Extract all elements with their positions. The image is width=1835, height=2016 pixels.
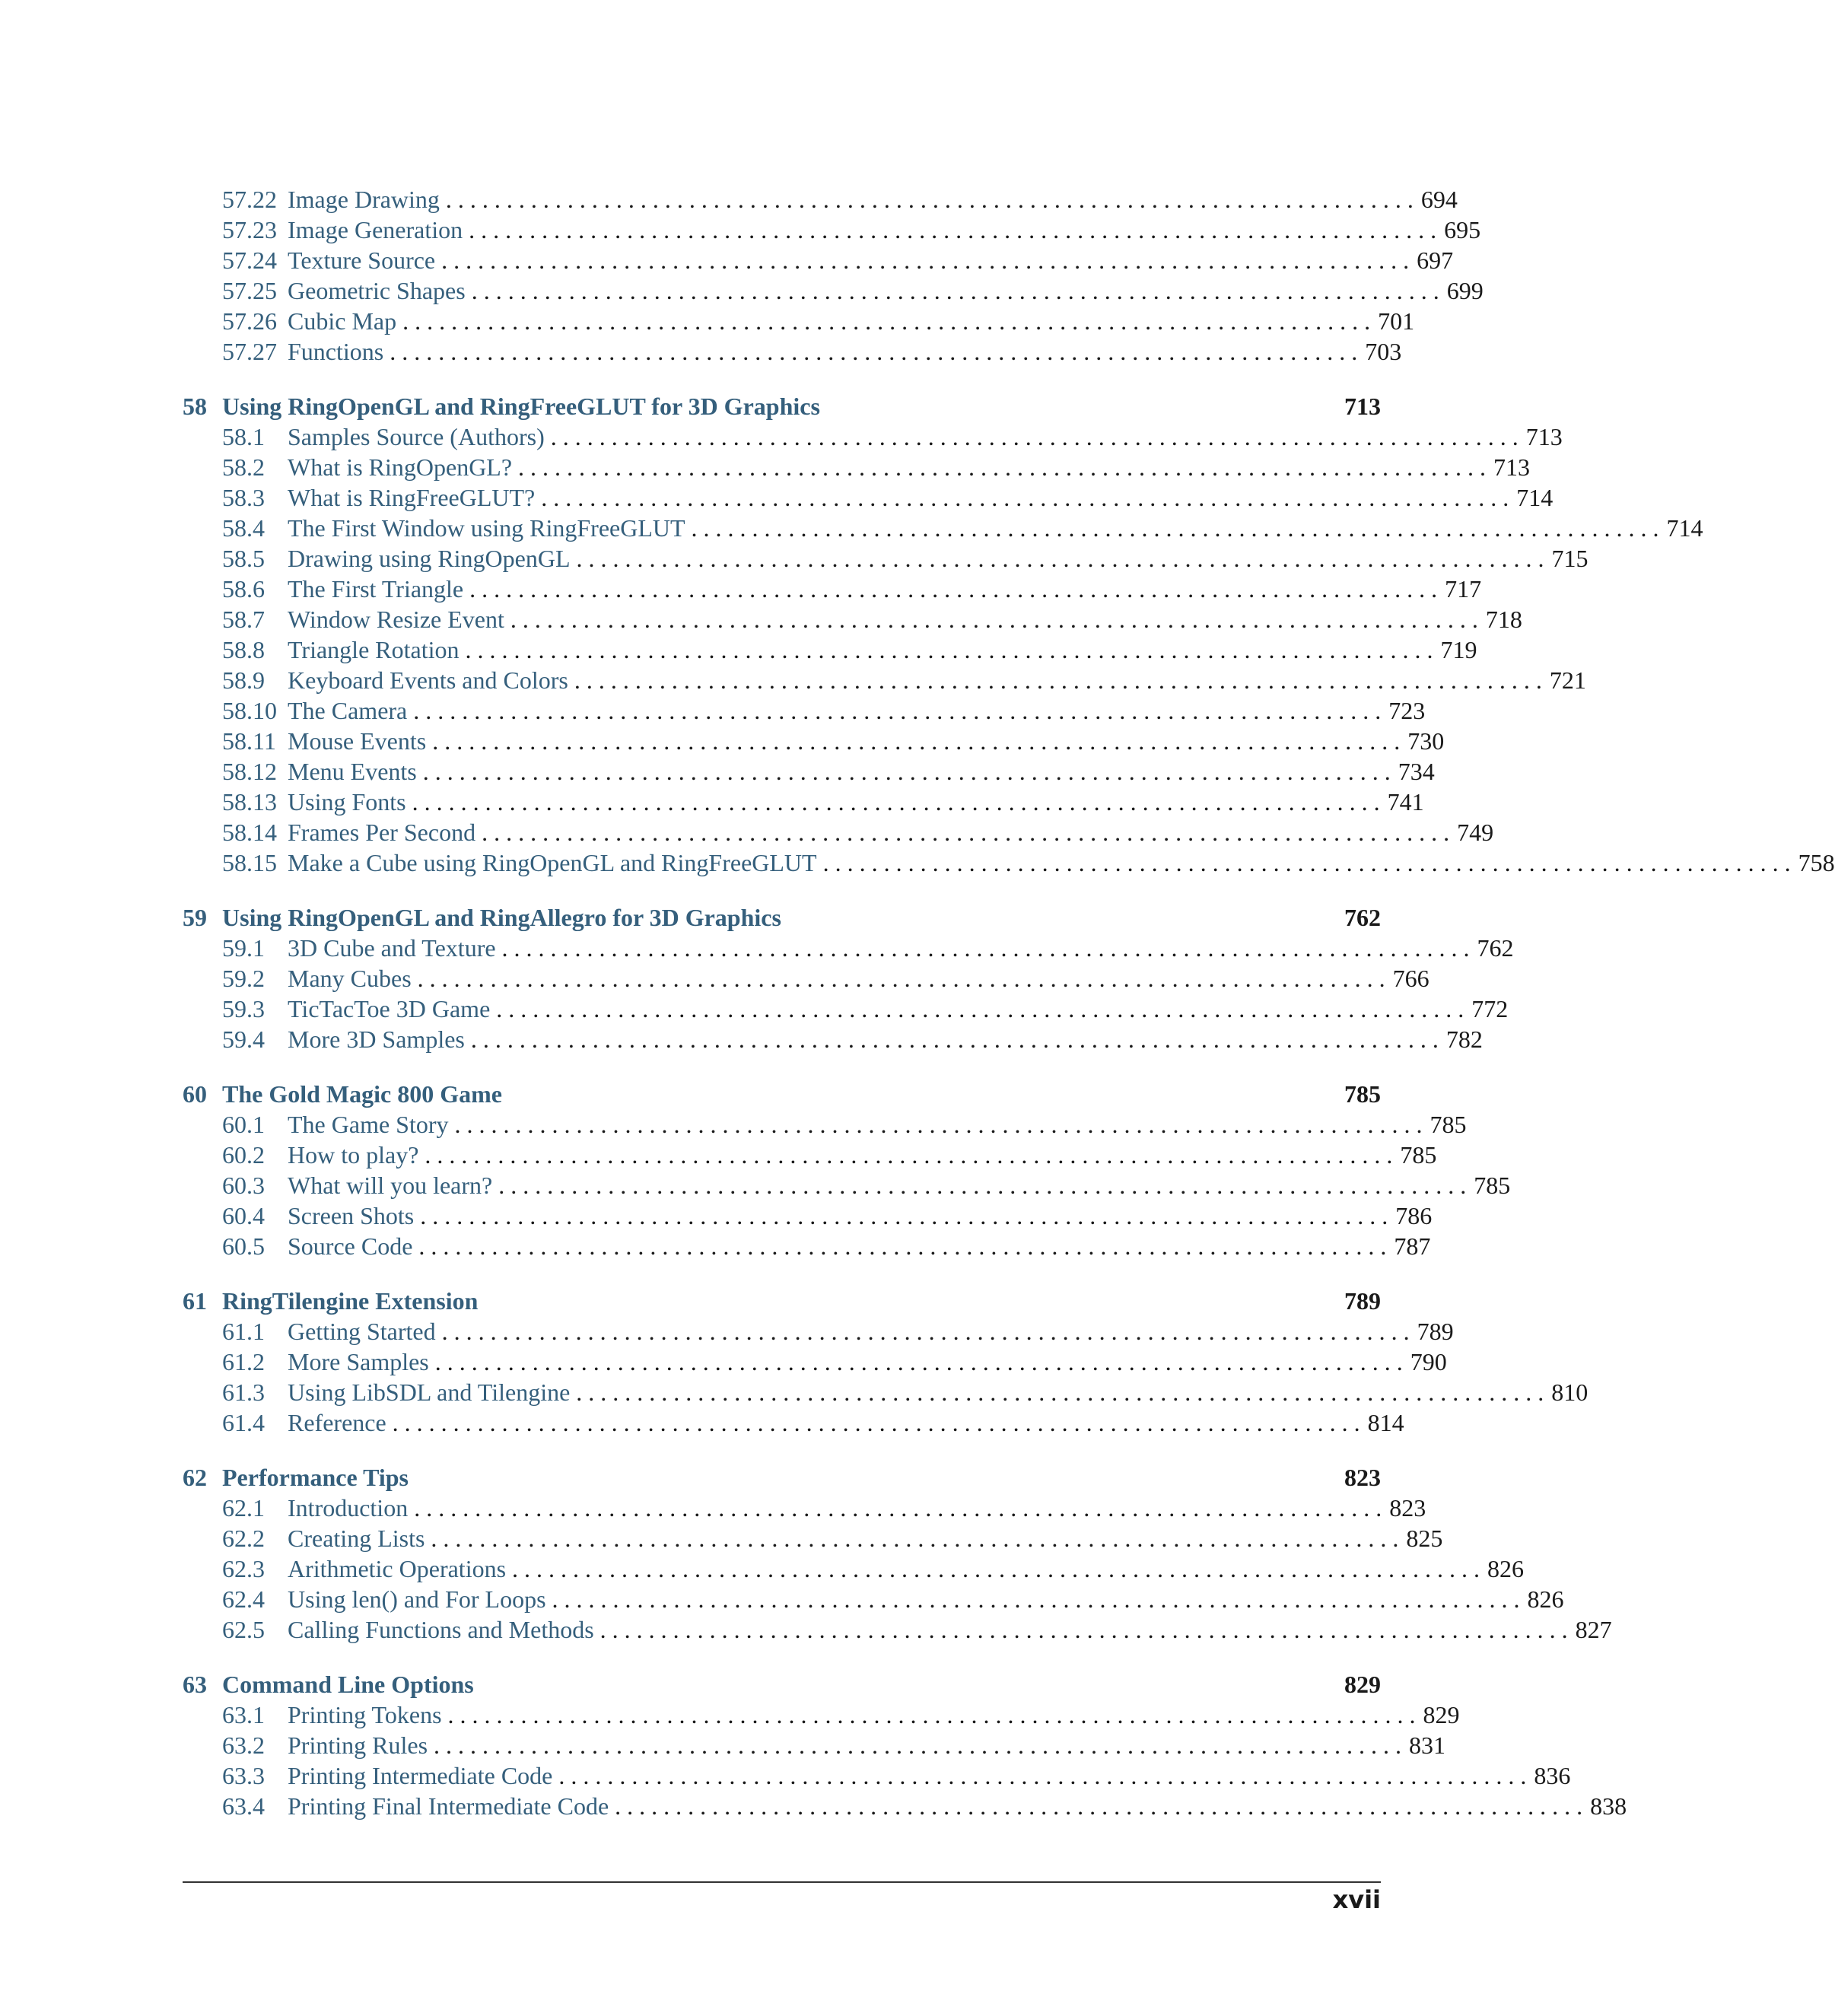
chapter-block: [183, 391, 1835, 878]
page-number: 810: [1551, 1378, 1589, 1406]
toc-entry[interactable]: [183, 452, 1531, 482]
toc-entry[interactable]: [183, 1316, 1454, 1347]
section-number: 60.5: [222, 1232, 265, 1260]
page-number: 789: [1417, 1318, 1454, 1345]
chapter-block: [183, 902, 1514, 1054]
section-title-link[interactable]: Printing Tokens: [288, 1701, 442, 1728]
section-title-link[interactable]: Introduction: [288, 1494, 409, 1522]
dot-leader: . . . . . . . . . . . . . . . . . . . . . . . . . . . . . . . . . . . . . . . . . . . . . . . . . . . . . . . . . . . . . . . . . . . . . . . . . . . . . . . .: [496, 995, 1465, 1022]
chapter-page-number: 823: [1344, 1464, 1381, 1491]
section-title-link[interactable]: 3D Cube and Texture: [288, 934, 496, 962]
section-title-link[interactable]: The First Window using RingFreeGLUT: [288, 514, 685, 542]
chapter-title-link[interactable]: Using RingOpenGL and RingFreeGLUT for 3D Graphics: [222, 393, 820, 420]
footer-divider: [183, 1881, 1381, 1883]
toc-entry[interactable]: [183, 306, 1415, 336]
page-number: 734: [1398, 758, 1435, 785]
section-title-link[interactable]: Menu Events: [288, 758, 417, 785]
section-number: 57.26: [222, 307, 277, 335]
toc-entry[interactable]: [183, 184, 1458, 215]
toc-entry[interactable]: [183, 336, 1402, 367]
section-title-link[interactable]: Image Drawing: [288, 186, 440, 213]
toc-entry[interactable]: [183, 665, 1586, 695]
section-title-link[interactable]: Image Generation: [288, 216, 463, 243]
dot-leader: . . . . . . . . . . . . . . . . . . . . . . . . . . . . . . . . . . . . . . . . . . . . . . . . . . . . . . . . . . . . . . . . . . . . . . . . . . . . . . . .: [822, 849, 1791, 876]
dot-leader: . . . . . . . . . . . . . . . . . . . . . . . . . . . . . . . . . . . . . . . . . . . . . . . . . . . . . . . . . . . . . . . . . . . . . . . . . . . . . . . .: [615, 1792, 1583, 1820]
section-number: 63.4: [222, 1792, 265, 1820]
section-title-link[interactable]: Functions: [288, 338, 384, 365]
dot-leader: . . . . . . . . . . . . . . . . . . . . . . . . . . . . . . . . . . . . . . . . . . . . . . . . . . . . . . . . . . . . . . . . . . . . . . . . . . . . . . . .: [469, 216, 1437, 243]
section-number: 58.1: [222, 423, 265, 450]
section-number: 58.5: [222, 545, 265, 572]
page-number: 713: [1493, 453, 1531, 481]
chapter-heading[interactable]: [183, 1286, 1381, 1316]
dot-leader: . . . . . . . . . . . . . . . . . . . . . . . . . . . . . . . . . . . . . . . . . . . . . . . . . . . . . . . . . . . . . . . . . . . . . . . . . . . . . . . .: [434, 1348, 1403, 1375]
section-number: 63.3: [222, 1762, 265, 1789]
page-number: 762: [1477, 934, 1514, 962]
section-number: 61.4: [222, 1409, 265, 1436]
section-title-link[interactable]: What is RingFreeGLUT?: [288, 484, 536, 511]
section-number: 59.2: [222, 965, 265, 992]
section-title-link[interactable]: Printing Rules: [288, 1731, 428, 1759]
toc-entry[interactable]: [183, 421, 1563, 452]
dot-leader: . . . . . . . . . . . . . . . . . . . . . . . . . . . . . . . . . . . . . . . . . . . . . . . . . . . . . . . . . . . . . . . . . . . . . . . . . . . . . . . .: [691, 514, 1659, 542]
page-number: 829: [1423, 1701, 1460, 1728]
toc-entry[interactable]: [183, 513, 1703, 543]
chapter-block: [183, 1669, 1627, 1821]
section-title-link[interactable]: Geometric Shapes: [288, 277, 466, 304]
chapter-number: 63: [183, 1671, 207, 1698]
dot-leader: . . . . . . . . . . . . . . . . . . . . . . . . . . . . . . . . . . . . . . . . . . . . . . . . . . . . . . . . . . . . . . . . . . . . . . . . . . . . . . . .: [465, 636, 1433, 663]
section-number: 58.10: [222, 697, 277, 724]
section-number: 59.1: [222, 934, 265, 962]
chapter-list: [183, 391, 1835, 1821]
section-number: 57.24: [222, 246, 277, 274]
dot-leader: . . . . . . . . . . . . . . . . . . . . . . . . . . . . . . . . . . . . . . . . . . . . . . . . . . . . . . . . . . . . . . . . . . . . . . . . . . . . . . . .: [550, 423, 1519, 450]
chapter-heading[interactable]: [183, 902, 1381, 933]
section-number: 60.3: [222, 1172, 265, 1199]
toc-entry[interactable]: [183, 574, 1482, 604]
section-number: 60.4: [222, 1202, 265, 1229]
page-number: 814: [1367, 1409, 1404, 1436]
chapter-number: 61: [183, 1287, 207, 1315]
dot-leader: . . . . . . . . . . . . . . . . . . . . . . . . . . . . . . . . . . . . . . . . . . . . . . . . . . . . . . . . . . . . . . . . . . . . . . . . . . . . . . . .: [445, 186, 1414, 213]
dot-leader: . . . . . . . . . . . . . . . . . . . . . . . . . . . . . . . . . . . . . . . . . . . . . . . . . . . . . . . . . . . . . . . . . . . . . . . . . . . . . . . .: [402, 307, 1371, 335]
section-number: 59.4: [222, 1025, 265, 1053]
section-number: 58.15: [222, 849, 277, 876]
section-title-link[interactable]: Using LibSDL and Tilengine: [288, 1378, 571, 1406]
section-number: 63.1: [222, 1701, 265, 1728]
section-title-link[interactable]: Arithmetic Operations: [288, 1555, 507, 1582]
page-number: 831: [1409, 1731, 1446, 1759]
chapter-number: 59: [183, 904, 207, 931]
section-number: 58.14: [222, 819, 277, 846]
dot-leader: . . . . . . . . . . . . . . . . . . . . . . . . . . . . . . . . . . . . . . . . . . . . . . . . . . . . . . . . . . . . . . . . . . . . . . . . . . . . . . . .: [470, 1025, 1439, 1053]
chapter-title-link[interactable]: The Gold Magic 800 Game: [222, 1080, 502, 1108]
section-number: 62.5: [222, 1616, 265, 1643]
dot-leader: . . . . . . . . . . . . . . . . . . . . . . . . . . . . . . . . . . . . . . . . . . . . . . . . . . . . . . . . . . . . . . . . . . . . . . . . . . . . . . . .: [454, 1111, 1423, 1138]
chapter-title-link[interactable]: RingTilengine Extension: [222, 1287, 479, 1315]
section-title-link[interactable]: Using len() and For Loops: [288, 1585, 546, 1613]
toc-entry[interactable]: [183, 695, 1426, 726]
dot-leader: . . . . . . . . . . . . . . . . . . . . . . . . . . . . . . . . . . . . . . . . . . . . . . . . . . . . . . . . . . . . . . . . . . . . . . . . . . . . . . . .: [510, 606, 1478, 633]
dot-leader: . . . . . . . . . . . . . . . . . . . . . . . . . . . . . . . . . . . . . . . . . . . . . . . . . . . . . . . . . . . . . . . . . . . . . . . . . . . . . . . .: [469, 575, 1438, 603]
toc-entry[interactable]: [183, 1140, 1437, 1170]
section-number: 60.1: [222, 1111, 265, 1138]
section-title-link[interactable]: Keyboard Events and Colors: [288, 666, 568, 694]
toc-entry[interactable]: [183, 482, 1554, 513]
chapter-number: 60: [183, 1080, 207, 1108]
section-number: 58.9: [222, 666, 265, 694]
page-number: 823: [1389, 1494, 1426, 1522]
section-number: 58.2: [222, 453, 265, 481]
section-title-link[interactable]: How to play?: [288, 1141, 419, 1169]
page-number: 741: [1387, 788, 1424, 816]
page-number: 782: [1445, 1025, 1483, 1053]
toc-entry[interactable]: [183, 963, 1430, 994]
dot-leader: . . . . . . . . . . . . . . . . . . . . . . . . . . . . . . . . . . . . . . . . . . . . . . . . . . . . . . . . . . . . . . . . . . . . . . . . . . . . . . . .: [441, 246, 1410, 274]
toc-entry[interactable]: [183, 1377, 1589, 1407]
page-number: 785: [1430, 1111, 1467, 1138]
dot-leader: . . . . . . . . . . . . . . . . . . . . . . . . . . . . . . . . . . . . . . . . . . . . . . . . . . . . . . . . . . . . . . . . . . . . . . . . . . . . . . . .: [434, 1731, 1402, 1759]
dot-leader: . . . . . . . . . . . . . . . . . . . . . . . . . . . . . . . . . . . . . . . . . . . . . . . . . . . . . . . . . . . . . . . . . . . . . . . . . . . . . . . .: [425, 1141, 1393, 1169]
dot-leader: . . . . . . . . . . . . . . . . . . . . . . . . . . . . . . . . . . . . . . . . . . . . . . . . . . . . . . . . . . . . . . . . . . . . . . . . . . . . . . . .: [576, 545, 1544, 572]
dot-leader: . . . . . . . . . . . . . . . . . . . . . . . . . . . . . . . . . . . . . . . . . . . . . . . . . . . . . . . . . . . . . . . . . . . . . . . . . . . . . . . .: [574, 666, 1542, 694]
section-title-link[interactable]: More 3D Samples: [288, 1025, 465, 1053]
toc-entry[interactable]: [183, 726, 1445, 756]
dot-leader: . . . . . . . . . . . . . . . . . . . . . . . . . . . . . . . . . . . . . . . . . . . . . . . . . . . . . . . . . . . . . . . . . . . . . . . . . . . . . . . .: [541, 484, 1509, 511]
section-title-link[interactable]: Screen Shots: [288, 1202, 415, 1229]
chapter-page-number: 829: [1344, 1671, 1381, 1698]
toc-entry[interactable]: [183, 1493, 1426, 1523]
section-number: 59.3: [222, 995, 265, 1022]
section-number: 61.2: [222, 1348, 265, 1375]
page-number: 701: [1378, 307, 1415, 335]
dot-leader: . . . . . . . . . . . . . . . . . . . . . . . . . . . . . . . . . . . . . . . . . . . . . . . . . . . . . . . . . . . . . . . . . . . . . . . . . . . . . . . .: [498, 1172, 1467, 1199]
dot-leader: . . . . . . . . . . . . . . . . . . . . . . . . . . . . . . . . . . . . . . . . . . . . . . . . . . . . . . . . . . . . . . . . . . . . . . . . . . . . . . . .: [392, 1409, 1360, 1436]
dot-leader: . . . . . . . . . . . . . . . . . . . . . . . . . . . . . . . . . . . . . . . . . . . . . . . . . . . . . . . . . . . . . . . . . . . . . . . . . . . . . . . .: [482, 819, 1450, 846]
section-number: 60.2: [222, 1141, 265, 1169]
toc-entry[interactable]: [183, 933, 1514, 963]
dot-leader: . . . . . . . . . . . . . . . . . . . . . . . . . . . . . . . . . . . . . . . . . . . . . . . . . . . . . . . . . . . . . . . . . . . . . . . . . . . . . . . .: [518, 453, 1487, 481]
section-title-link[interactable]: Creating Lists: [288, 1525, 425, 1552]
section-number: 61.3: [222, 1378, 265, 1406]
toc-entry[interactable]: [183, 1760, 1571, 1791]
section-number: 58.11: [222, 727, 276, 755]
chapter-page-number: 789: [1344, 1287, 1381, 1315]
toc-entry[interactable]: [183, 1024, 1483, 1054]
page-number: 723: [1388, 697, 1426, 724]
toc-entry[interactable]: [183, 1700, 1460, 1730]
page-number: 786: [1395, 1202, 1433, 1229]
section-title-link[interactable]: Using Fonts: [288, 788, 406, 816]
page-number: 836: [1534, 1762, 1571, 1789]
page-number: 826: [1527, 1585, 1564, 1613]
section-number: 58.13: [222, 788, 277, 816]
section-title-link[interactable]: Frames Per Second: [288, 819, 476, 846]
dot-leader: . . . . . . . . . . . . . . . . . . . . . . . . . . . . . . . . . . . . . . . . . . . . . . . . . . . . . . . . . . . . . . . . . . . . . . . . . . . . . . . .: [422, 758, 1391, 785]
toc-entry[interactable]: [183, 604, 1522, 634]
section-title-link[interactable]: Cubic Map: [288, 307, 397, 335]
section-number: 57.27: [222, 338, 277, 365]
section-number: 62.1: [222, 1494, 265, 1522]
section-number: 58.8: [222, 636, 265, 663]
chapter-block: [183, 1079, 1511, 1261]
dot-leader: . . . . . . . . . . . . . . . . . . . . . . . . . . . . . . . . . . . . . . . . . . . . . . . . . . . . . . . . . . . . . . . . . . . . . . . . . . . . . . . .: [431, 1525, 1399, 1552]
page-number: 695: [1444, 216, 1481, 243]
section-number: 62.3: [222, 1555, 265, 1582]
section-number: 58.4: [222, 514, 265, 542]
section-title-link[interactable]: What will you learn?: [288, 1172, 493, 1199]
toc-entry[interactable]: [183, 1523, 1443, 1553]
dot-leader: . . . . . . . . . . . . . . . . . . . . . . . . . . . . . . . . . . . . . . . . . . . . . . . . . . . . . . . . . . . . . . . . . . . . . . . . . . . . . . . .: [420, 1202, 1388, 1229]
dot-leader: . . . . . . . . . . . . . . . . . . . . . . . . . . . . . . . . . . . . . . . . . . . . . . . . . . . . . . . . . . . . . . . . . . . . . . . . . . . . . . . .: [558, 1762, 1527, 1789]
chapter-heading[interactable]: [183, 1462, 1381, 1493]
page-number: 785: [1474, 1172, 1511, 1199]
toc-entry[interactable]: [183, 1109, 1467, 1140]
section-number: 62.4: [222, 1585, 265, 1613]
footer-page-number: xvii: [1332, 1885, 1381, 1914]
section-title-link[interactable]: Reference: [288, 1409, 386, 1436]
chapter-number: 58: [183, 393, 207, 420]
toc-entry[interactable]: [183, 1553, 1525, 1584]
section-title-link[interactable]: TicTacToe 3D Game: [288, 995, 491, 1022]
section-title-link[interactable]: Mouse Events: [288, 727, 427, 755]
toc-entry[interactable]: [183, 1231, 1431, 1261]
chapter-heading[interactable]: [183, 1669, 1381, 1700]
page-number: 721: [1549, 666, 1586, 694]
toc-entry[interactable]: [183, 847, 1835, 878]
section-title-link[interactable]: What is RingOpenGL?: [288, 453, 513, 481]
page-number: 719: [1440, 636, 1477, 663]
dot-leader: . . . . . . . . . . . . . . . . . . . . . . . . . . . . . . . . . . . . . . . . . . . . . . . . . . . . . . . . . . . . . . . . . . . . . . . . . . . . . . . .: [447, 1701, 1416, 1728]
page-number: 697: [1417, 246, 1454, 274]
toc-entry[interactable]: [183, 787, 1424, 817]
page-number: 730: [1407, 727, 1445, 755]
section-number: 58.7: [222, 606, 265, 633]
page-number: 718: [1485, 606, 1522, 633]
page-number: 827: [1575, 1616, 1612, 1643]
toc-entry[interactable]: [183, 1407, 1404, 1438]
section-title-link[interactable]: More Samples: [288, 1348, 429, 1375]
dot-leader: . . . . . . . . . . . . . . . . . . . . . . . . . . . . . . . . . . . . . . . . . . . . . . . . . . . . . . . . . . . . . . . . . . . . . . . . . . . . . . . .: [414, 1494, 1382, 1522]
dot-leader: . . . . . . . . . . . . . . . . . . . . . . . . . . . . . . . . . . . . . . . . . . . . . . . . . . . . . . . . . . . . . . . . . . . . . . . . . . . . . . . .: [390, 338, 1358, 365]
section-title-link[interactable]: Source Code: [288, 1232, 413, 1260]
page-number: 766: [1392, 965, 1430, 992]
dot-leader: . . . . . . . . . . . . . . . . . . . . . . . . . . . . . . . . . . . . . . . . . . . . . . . . . . . . . . . . . . . . . . . . . . . . . . . . . . . . . . . .: [417, 965, 1385, 992]
page-number: 715: [1551, 545, 1589, 572]
chapter-block: [183, 1286, 1589, 1438]
page-number: 826: [1487, 1555, 1525, 1582]
page-number: 825: [1406, 1525, 1443, 1552]
section-title-link[interactable]: Getting Started: [288, 1318, 436, 1345]
toc-entry[interactable]: [183, 1170, 1511, 1200]
toc-entry[interactable]: [183, 994, 1509, 1024]
toc-entry[interactable]: [183, 1791, 1627, 1821]
toc-entry[interactable]: [183, 817, 1494, 847]
section-title-link[interactable]: The First Triangle: [288, 575, 464, 603]
dot-leader: . . . . . . . . . . . . . . . . . . . . . . . . . . . . . . . . . . . . . . . . . . . . . . . . . . . . . . . . . . . . . . . . . . . . . . . . . . . . . . . .: [412, 788, 1380, 816]
toc-entry[interactable]: [183, 275, 1484, 306]
page-number: 772: [1471, 995, 1509, 1022]
chapter-page-number: 762: [1344, 904, 1381, 931]
page-number: 838: [1590, 1792, 1627, 1820]
page-number: 694: [1420, 186, 1458, 213]
section-title-link[interactable]: Drawing using RingOpenGL: [288, 545, 571, 572]
section-title-link[interactable]: The Camera: [288, 697, 408, 724]
section-number: 57.25: [222, 277, 277, 304]
chapter-number: 62: [183, 1464, 207, 1491]
toc-entry[interactable]: [183, 543, 1589, 574]
dot-leader: . . . . . . . . . . . . . . . . . . . . . . . . . . . . . . . . . . . . . . . . . . . . . . . . . . . . . . . . . . . . . . . . . . . . . . . . . . . . . . . .: [418, 1232, 1387, 1260]
page-number: 714: [1516, 484, 1554, 511]
dot-leader: . . . . . . . . . . . . . . . . . . . . . . . . . . . . . . . . . . . . . . . . . . . . . . . . . . . . . . . . . . . . . . . . . . . . . . . . . . . . . . . .: [413, 697, 1382, 724]
chapter-page-number: 785: [1344, 1080, 1381, 1108]
chapter-title-link[interactable]: Command Line Options: [222, 1671, 474, 1698]
section-number: 58.12: [222, 758, 277, 785]
page-number: 714: [1666, 514, 1703, 542]
toc-entry[interactable]: [183, 1730, 1446, 1760]
dot-leader: . . . . . . . . . . . . . . . . . . . . . . . . . . . . . . . . . . . . . . . . . . . . . . . . . . . . . . . . . . . . . . . . . . . . . . . . . . . . . . . .: [512, 1555, 1480, 1582]
dot-leader: . . . . . . . . . . . . . . . . . . . . . . . . . . . . . . . . . . . . . . . . . . . . . . . . . . . . . . . . . . . . . . . . . . . . . . . . . . . . . . . .: [441, 1318, 1410, 1345]
toc-entry[interactable]: [183, 756, 1435, 787]
section-number: 58.3: [222, 484, 265, 511]
page-number: 703: [1365, 338, 1402, 365]
chapter-block: [183, 1462, 1612, 1645]
dot-leader: . . . . . . . . . . . . . . . . . . . . . . . . . . . . . . . . . . . . . . . . . . . . . . . . . . . . . . . . . . . . . . . . . . . . . . . . . . . . . . . .: [599, 1616, 1568, 1643]
dot-leader: . . . . . . . . . . . . . . . . . . . . . . . . . . . . . . . . . . . . . . . . . . . . . . . . . . . . . . . . . . . . . . . . . . . . . . . . . . . . . . . .: [552, 1585, 1520, 1613]
chapter-page-number: 713: [1344, 393, 1381, 420]
section-title-link[interactable]: Make a Cube using RingOpenGL and RingFreeGLUT: [288, 849, 817, 876]
section-title-link[interactable]: The Game Story: [288, 1111, 449, 1138]
section-title-link[interactable]: Calling Functions and Methods: [288, 1616, 594, 1643]
toc-entry[interactable]: [183, 215, 1481, 245]
section-number: 62.2: [222, 1525, 265, 1552]
page-number: 790: [1410, 1348, 1447, 1375]
section-title-link[interactable]: Texture Source: [288, 246, 436, 274]
section-number: 58.6: [222, 575, 265, 603]
toc-entry[interactable]: [183, 634, 1477, 665]
section-title-link[interactable]: Printing Final Intermediate Code: [288, 1792, 609, 1820]
toc-entry[interactable]: [183, 1614, 1612, 1645]
section-number: 57.22: [222, 186, 277, 213]
section-title-link[interactable]: Many Cubes: [288, 965, 412, 992]
chapter-title-link[interactable]: Performance Tips: [222, 1464, 409, 1491]
toc-entry[interactable]: [183, 1200, 1433, 1231]
page-number: 787: [1394, 1232, 1431, 1260]
dot-leader: . . . . . . . . . . . . . . . . . . . . . . . . . . . . . . . . . . . . . . . . . . . . . . . . . . . . . . . . . . . . . . . . . . . . . . . . . . . . . . . .: [471, 277, 1439, 304]
section-number: 61.1: [222, 1318, 265, 1345]
page-number: 717: [1445, 575, 1482, 603]
chapter-heading[interactable]: [183, 1079, 1381, 1109]
toc-entry[interactable]: [183, 245, 1454, 275]
page-number: 749: [1457, 819, 1494, 846]
page-number: 785: [1400, 1141, 1437, 1169]
page-number: 713: [1525, 423, 1563, 450]
continued-section: [183, 184, 1484, 367]
section-title-link[interactable]: Samples Source (Authors): [288, 423, 545, 450]
section-number: 57.23: [222, 216, 277, 243]
toc-entry[interactable]: [183, 1584, 1564, 1614]
section-title-link[interactable]: Triangle Rotation: [288, 636, 460, 663]
table-of-contents: [183, 184, 1835, 1846]
section-number: 63.2: [222, 1731, 265, 1759]
page-number: 758: [1798, 849, 1835, 876]
dot-leader: . . . . . . . . . . . . . . . . . . . . . . . . . . . . . . . . . . . . . . . . . . . . . . . . . . . . . . . . . . . . . . . . . . . . . . . . . . . . . . . .: [576, 1378, 1544, 1406]
dot-leader: . . . . . . . . . . . . . . . . . . . . . . . . . . . . . . . . . . . . . . . . . . . . . . . . . . . . . . . . . . . . . . . . . . . . . . . . . . . . . . . .: [501, 934, 1470, 962]
section-title-link[interactable]: Window Resize Event: [288, 606, 504, 633]
chapter-title-link[interactable]: Using RingOpenGL and RingAllegro for 3D Graphics: [222, 904, 781, 931]
toc-entry[interactable]: [183, 1347, 1447, 1377]
page-number: 699: [1446, 277, 1484, 304]
dot-leader: . . . . . . . . . . . . . . . . . . . . . . . . . . . . . . . . . . . . . . . . . . . . . . . . . . . . . . . . . . . . . . . . . . . . . . . . . . . . . . . .: [432, 727, 1401, 755]
section-title-link[interactable]: Printing Intermediate Code: [288, 1762, 553, 1789]
chapter-heading[interactable]: [183, 391, 1381, 421]
